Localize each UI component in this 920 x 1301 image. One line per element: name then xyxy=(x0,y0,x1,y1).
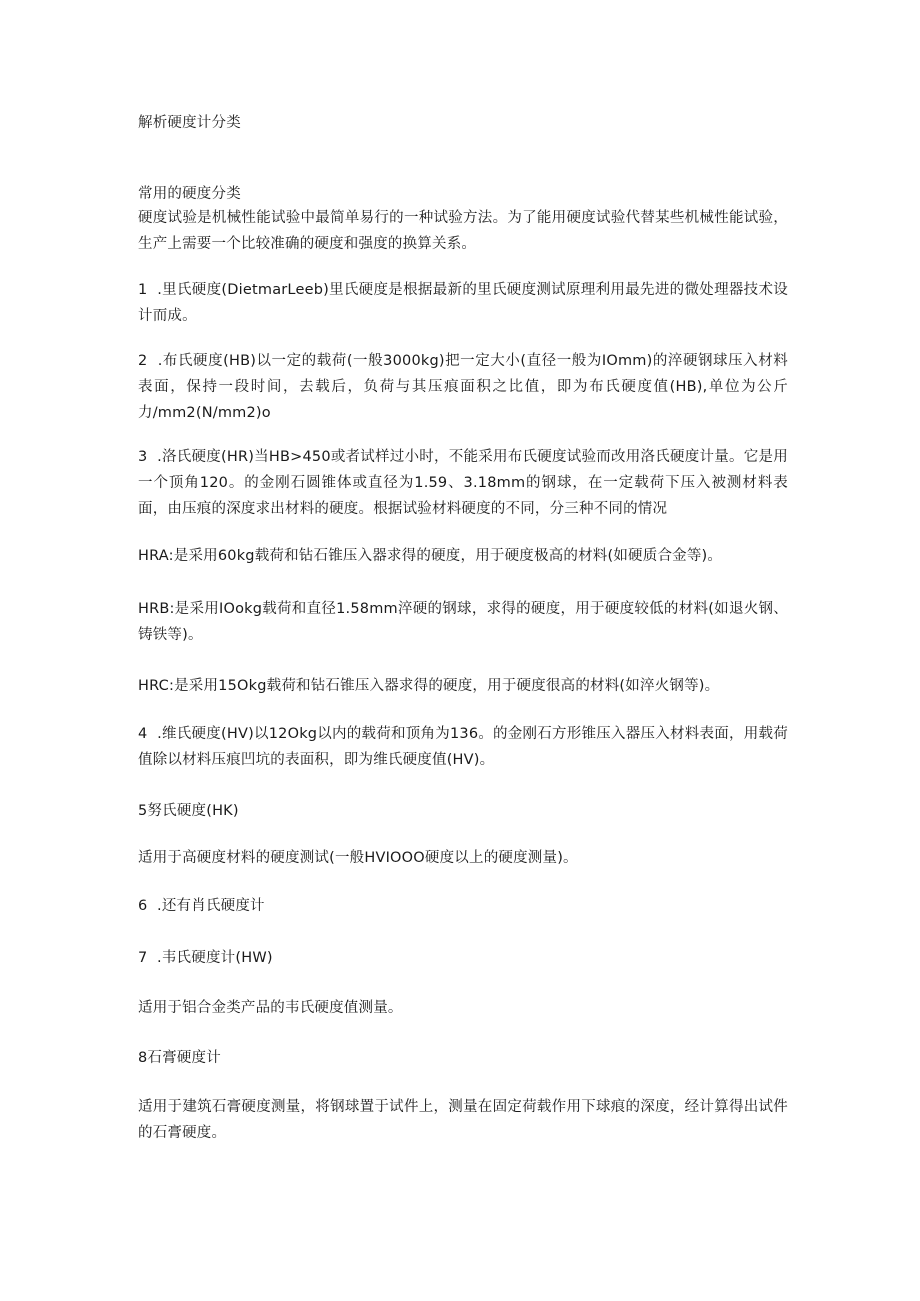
item-5-description: 适用于高硬度材料的硬度测试(一般HVIOOO硬度以上的硬度测量)。 xyxy=(138,850,578,866)
item-1-paragraph: 1 .里氏硬度(DietmarLeeb)里氏硬度是根据最新的里氏硬度测试原理利用最先进的微处理器技术设计而成。 xyxy=(138,282,788,324)
item-2-paragraph: 2 .布氏硬度(HB)以一定的载荷(一般3000kg)把一定大小(直径一般为IOmm)的淬硬钢球压入材料表面，保持一段时间，去载后，负荷与其压痕面积之比值，即为布氏硬度值(HB),单位为公斤力/mm2(N∕mm2)o xyxy=(138,353,788,421)
item-8-description: 适用于建筑石膏硬度测量，将钢球置于试件上，测量在固定荷载作用下球痕的深度，经计算得出试件的石膏硬度。 xyxy=(138,1099,788,1141)
intro-paragraph: 硬度试验是机械性能试验中最简单易行的一种试验方法。为了能用硬度试验代替某些机械性能试验，生产上需要一个比较准确的硬度和强度的换算关系。 xyxy=(138,210,788,252)
section-heading: 常用的硬度分类 xyxy=(138,186,241,202)
item-7-description: 适用于铝合金类产品的韦氏硬度值测量。 xyxy=(138,1000,403,1016)
item-5-heading: 5努氏硬度(HK) xyxy=(138,803,239,819)
item-7-heading: 7 .韦氏硬度计(HW) xyxy=(138,950,273,966)
item-8-heading: 8石膏硬度计 xyxy=(138,1050,221,1066)
document-title: 解析硬度计分类 xyxy=(138,115,241,131)
item-4-paragraph: 4 .维氏硬度(HV)以12Okg以内的载荷和顶角为136。的金刚石方形锥压入器压入材料表面，用载荷值除以材料压痕凹坑的表面积，即为维氏硬度值(HV)。 xyxy=(138,726,788,768)
item-6-paragraph: 6 .还有肖氏硬度计 xyxy=(138,898,265,914)
hra-paragraph: HRA:是采用60kg载荷和钻石锥压入器求得的硬度，用于硬度极高的材料(如硬质合金等)。 xyxy=(138,548,723,564)
hrc-paragraph: HRC:是采用15Okg载荷和钻石锥压入器求得的硬度，用于硬度很高的材料(如淬火钢等)。 xyxy=(138,678,720,694)
item-3-paragraph: 3 .洛氏硬度(HR)当HB>450或者试样过小时，不能采用布氏硬度试验而改用洛氏硬度计量。它是用一个顶角120。的金刚石圆锥体或直径为1.59、3.18mm的钢球，在一定载荷下压入被测材料表面，由压痕的深度求出材料的硬度。根据试验材料硬度的不同，分三种不同的情况 xyxy=(138,449,788,517)
hrb-paragraph: HRB:是采用IOokg载荷和直径1.58mm淬硬的钢球，求得的硬度，用于硬度较低的材料(如退火钢、铸铁等)。 xyxy=(138,601,788,643)
